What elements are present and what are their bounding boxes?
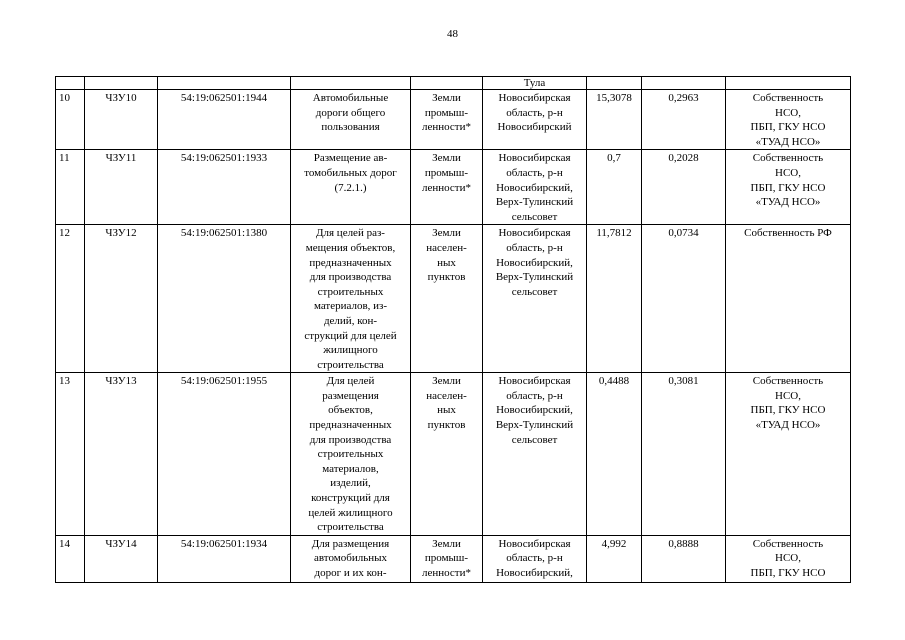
cell-num: 11	[56, 150, 85, 225]
cell-share: 0,3081	[642, 373, 726, 536]
cell-num: 10	[56, 90, 85, 150]
cell-owner: Собственность НСО, ПБП, ГКУ НСО «ТУАД НСО»	[726, 373, 851, 536]
cell-area: 0,4488	[587, 373, 642, 536]
cell-area: 4,992	[587, 535, 642, 582]
cell-share: 0,8888	[642, 535, 726, 582]
table-row	[56, 150, 851, 225]
cell-code: ЧЗУ13	[85, 373, 158, 536]
cell-location: Новосибирская область, р-н Новосибирский	[483, 90, 587, 150]
table-row	[56, 373, 851, 536]
land-plots-table	[55, 76, 851, 583]
cell-category: Земли промыш- ленности*	[411, 150, 483, 225]
cell-share	[642, 77, 726, 90]
cell-cadastral: 54:19:062501:1380	[158, 225, 291, 373]
cell-num	[56, 77, 85, 90]
cell-category: Земли населен- ных пунктов	[411, 225, 483, 373]
cell-code: ЧЗУ12	[85, 225, 158, 373]
cell-share: 0,0734	[642, 225, 726, 373]
cell-owner	[726, 77, 851, 90]
cell-cadastral: 54:19:062501:1955	[158, 373, 291, 536]
cell-code	[85, 77, 158, 90]
cell-use: Для целей размещения объектов, предназначенных для производства строительных материалов, изделий, конструкций для целей жилищного строительства	[291, 373, 411, 536]
cell-owner: Собственность НСО, ПБП, ГКУ НСО «ТУАД НСО»	[726, 150, 851, 225]
cell-location: Новосибирская область, р-н Новосибирский, Верх-Тулинский сельсовет	[483, 373, 587, 536]
cell-num: 13	[56, 373, 85, 536]
cell-use: Для размещения автомобильных дорог и их кон-	[291, 535, 411, 582]
cell-category	[411, 77, 483, 90]
cell-cadastral: 54:19:062501:1933	[158, 150, 291, 225]
cell-owner: Собственность НСО, ПБП, ГКУ НСО	[726, 535, 851, 582]
cell-code: ЧЗУ10	[85, 90, 158, 150]
cell-use	[291, 77, 411, 90]
cell-category: Земли промыш- ленности*	[411, 535, 483, 582]
cell-share: 0,2028	[642, 150, 726, 225]
cell-use: Размещение ав- томобильных дорог (7.2.1.)	[291, 150, 411, 225]
cell-area: 0,7	[587, 150, 642, 225]
cell-use: Для целей раз- мещения объектов, предназначенных для производства строительных материалов, из- делий, кон- струкций для целей жилищного строительства	[291, 225, 411, 373]
cell-cadastral: 54:19:062501:1934	[158, 535, 291, 582]
cell-use: Автомобильные дороги общего пользования	[291, 90, 411, 150]
cell-owner: Собственность НСО, ПБП, ГКУ НСО «ТУАД НСО»	[726, 90, 851, 150]
cell-owner: Собственность РФ	[726, 225, 851, 373]
cell-num: 12	[56, 225, 85, 373]
cell-code: ЧЗУ11	[85, 150, 158, 225]
cell-cadastral: 54:19:062501:1944	[158, 90, 291, 150]
table-row	[56, 225, 851, 373]
cell-location: Тула	[483, 77, 587, 90]
table-row	[56, 535, 851, 582]
cell-area: 15,3078	[587, 90, 642, 150]
table-row	[56, 90, 851, 150]
cell-area	[587, 77, 642, 90]
cell-location: Новосибирская область, р-н Новосибирский, Верх-Тулинский сельсовет	[483, 225, 587, 373]
cell-category: Земли промыш- ленности*	[411, 90, 483, 150]
cell-area: 11,7812	[587, 225, 642, 373]
cell-cadastral	[158, 77, 291, 90]
cell-code: ЧЗУ14	[85, 535, 158, 582]
cell-location: Новосибирская область, р-н Новосибирский, Верх-Тулинский сельсовет	[483, 150, 587, 225]
cell-category: Земли населен- ных пунктов	[411, 373, 483, 536]
page-number: 48	[447, 28, 458, 40]
cell-location: Новосибирская область, р-н Новосибирский,	[483, 535, 587, 582]
cell-share: 0,2963	[642, 90, 726, 150]
cell-num: 14	[56, 535, 85, 582]
continuation-row	[56, 77, 851, 90]
